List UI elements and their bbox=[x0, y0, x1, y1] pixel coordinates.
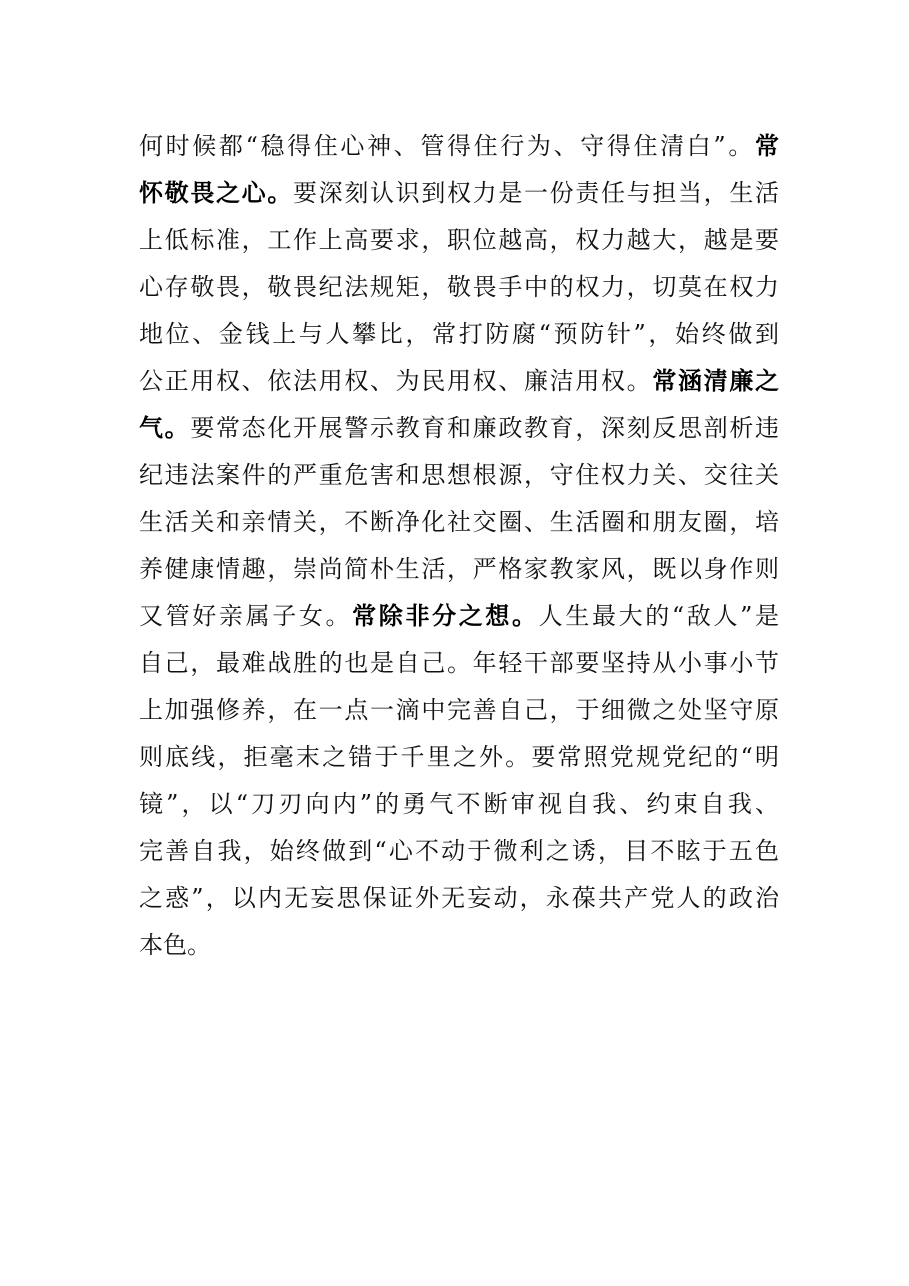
text-line bbox=[139, 875, 779, 922]
body-text: 上加强修养，在一点一滴中完善自己，于细微之处坚守原 bbox=[139, 696, 779, 724]
body-text: 又管好亲属子女。 bbox=[139, 602, 353, 630]
body-paragraph bbox=[139, 123, 779, 969]
text-line bbox=[139, 264, 779, 311]
text-line bbox=[139, 405, 779, 452]
bold-heading-text: 常涵清廉之 bbox=[652, 367, 780, 395]
bold-heading-text: 气。 bbox=[139, 414, 191, 442]
body-text: 生活关和亲情关，不断净化社交圈、生活圈和朋友圈，培 bbox=[139, 508, 779, 536]
body-text: 要深刻认识到权力是一份责任与担当，生活 bbox=[293, 179, 779, 207]
body-text: 养健康情趣，崇尚简朴生活，严格家教家风，既以身作则 bbox=[139, 555, 779, 583]
body-text: 要常态化开展警示教育和廉政教育，深刻反思剖析违 bbox=[190, 414, 780, 442]
bold-heading-text: 常除非分之想。 bbox=[352, 602, 539, 630]
body-text: 公正用权、依法用权、为民用权、廉洁用权。 bbox=[139, 367, 653, 395]
body-text: 自己，最难战胜的也是自己。年轻干部要坚持从小事小节 bbox=[139, 649, 779, 677]
text-line bbox=[139, 170, 779, 217]
text-line bbox=[139, 311, 779, 358]
text-line bbox=[139, 640, 779, 687]
body-text: 完善自我，始终做到“心不动于微利之诱，目不眩于五色 bbox=[139, 837, 779, 865]
bold-heading-text: 常 bbox=[755, 132, 779, 160]
body-text: 何时候都“稳得住心神、管得住行为、守得住清白”。 bbox=[139, 132, 755, 160]
body-text: 则底线，拒毫末之错于千里之外。要常照党规党纪的“明 bbox=[139, 743, 779, 771]
text-line bbox=[139, 123, 779, 170]
text-line bbox=[139, 922, 779, 969]
text-line bbox=[139, 546, 779, 593]
text-line bbox=[139, 499, 779, 546]
text-line bbox=[139, 358, 779, 405]
body-text: 人生最大的“敌人”是 bbox=[538, 602, 780, 630]
text-line bbox=[139, 452, 779, 499]
body-text: 纪违法案件的严重危害和思想根源，守住权力关、交往关 bbox=[139, 461, 779, 489]
bold-heading-text: 怀敬畏之心。 bbox=[139, 179, 293, 207]
text-line bbox=[139, 687, 779, 734]
body-text: 心存敬畏，敬畏纪法规矩，敬畏手中的权力，切莫在权力 bbox=[139, 273, 779, 301]
body-text: 镜”，以“刀刃向内”的勇气不断审视自我、约束自我、 bbox=[139, 790, 779, 818]
body-text: 本色。 bbox=[139, 931, 211, 959]
body-text: 上低标准，工作上高要求，职位越高，权力越大，越是要 bbox=[139, 226, 779, 254]
text-line bbox=[139, 781, 779, 828]
body-text: 之惑”，以内无妄思保证外无妄动，永葆共产党人的政治 bbox=[139, 884, 779, 912]
text-line bbox=[139, 217, 779, 264]
body-text: 地位、金钱上与人攀比，常打防腐“预防针”，始终做到 bbox=[139, 320, 779, 348]
text-line bbox=[139, 593, 779, 640]
text-line bbox=[139, 734, 779, 781]
text-line bbox=[139, 828, 779, 875]
